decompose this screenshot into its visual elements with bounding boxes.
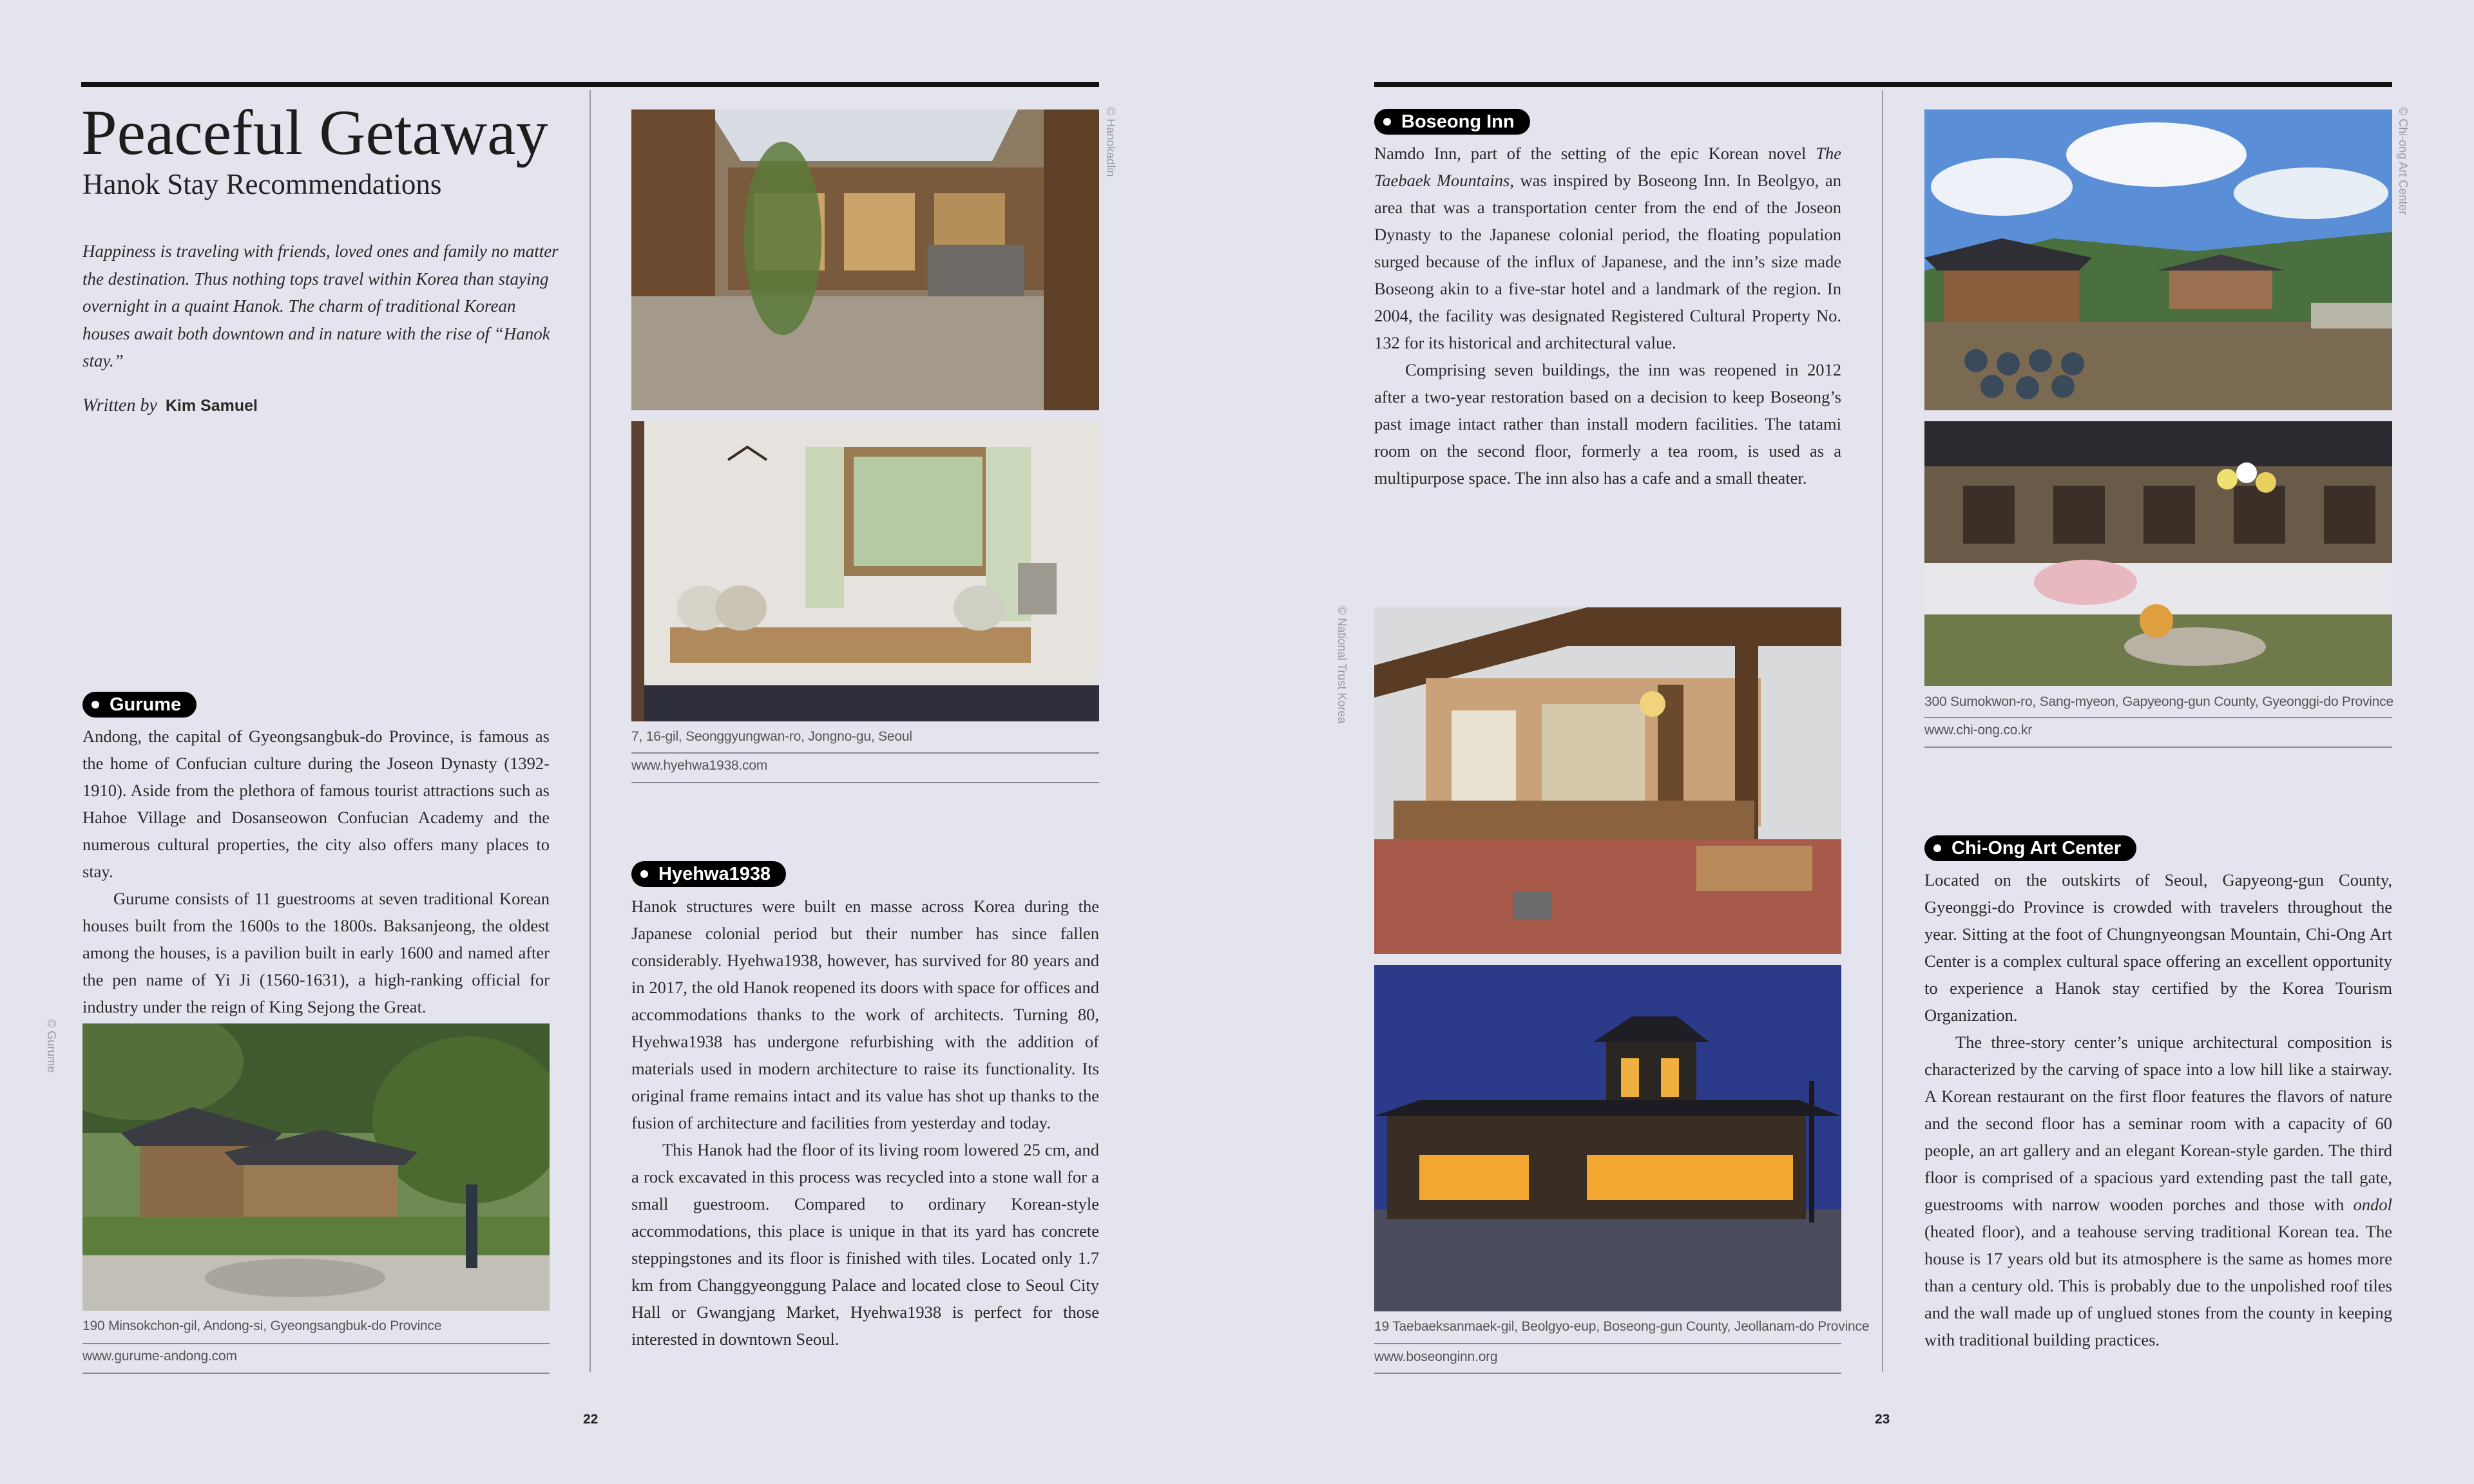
gurume-paragraph: Gurume consists of 11 guestrooms at seven traditional Korean houses built from the 1600s to the 1800s. Baksanjeong, the oldest among the houses, is a pavilion built in early 1600 and named after the pen name of Yi Ji (1560-1631), a high-ranking official for industry under the reign of King Sejong the Great. [82, 889, 550, 1016]
boseong-paragraph: Comprising seven buildings, the inn was reopened in 2012 after a two-year restoration based on a decision to keep Boseong’s past image intact rather than install modern facilities. The tatami room on the second floor, formerly a tea room, is used as a multipurpose space. The inn also has a cafe and a small theater. [1374, 360, 1841, 488]
intro-paragraph: Happiness is traveling with friends, loved ones and family no matter the destination. Thus nothing tops travel within Korea than staying overnight in a quaint Hanok. The charm of traditional Korean houses await both downtown and in nature with the rise of “Hanok stay.” [82, 242, 559, 370]
column-divider [590, 90, 591, 1372]
chiong-event-photo [1924, 421, 2392, 686]
hyehwa-courtyard-photo [631, 109, 1099, 410]
photo-credit: © Chi-ong Art Center [2397, 107, 2410, 215]
byline-label: Written by [82, 395, 157, 415]
boseong-address: 19 Taebaeksanmaek-gil, Beolgyo-eup, Boseong-gun County, Jeollanam-do Province [1374, 1319, 1870, 1334]
boseong-night-photo [1374, 965, 1841, 1311]
gurume-photo [82, 1023, 550, 1311]
hyehwa-paragraph: Hanok structures were built en masse across Korea during the Japanese colonial period but their number has since fallen considerably. Hyehwa1938, however, has survived for 80 years and in 2017, the old Hanok reopened its doors with space for offices and accommodations thanks to the work of architects. Turning 80, Hyehwa1938 has undergone refurbishing with the addition of materials used in modern architecture to raise its functionality. Its original frame remains intact and its value has shot up thanks to the fusion of architecture and facilities from yesterday and today. [631, 897, 1099, 1132]
caption-divider [82, 1373, 550, 1374]
section-tag-chiong [1924, 835, 2136, 861]
page-subtitle: Hanok Stay Recommendations [82, 168, 442, 200]
bullet-icon [1383, 118, 1391, 126]
hyehwa-room-photo [631, 421, 1099, 721]
author-name: Kim Samuel [165, 397, 258, 415]
section-tag-label: Boseong Inn [1401, 111, 1515, 132]
gurume-body [82, 723, 550, 1020]
chiong-address: 300 Sumokwon-ro, Sang-myeon, Gapyeong-gun County, Gyeonggi-do Province [1924, 694, 2394, 709]
top-rule-right [1374, 82, 2392, 87]
chiong-paragraph: Located on the outskirts of Seoul, Gapyeong-gun County, Gyeonggi-do Province is crowded with travelers throughout the year. Sitting at the foot of Chungnyeongsan Mountain, Chi-Ong Art Center is a complex cultural space offering an excellent opportunity to experience a Hanok stay certified by the Korea Tourism Organization. [1924, 870, 2392, 1025]
section-tag-gurume [82, 692, 197, 718]
column-divider [1882, 90, 1883, 1372]
chiong-paragraph: The three-story center’s unique architectural composition is characterized by the carving of space into a low hill like a stairway. A Korean restaurant on the first floor features the flavors of nature and the second floor has a seminar room with a capacity of 60 people, an art gallery and an elegant Korean-style garden. The third floor is comprised of a spacious yard extending past the tall gate, guestrooms with narrow wooden porches and those with ondol (heated floor), and a teahouse serving traditional Korean tea. The house is 17 years old but its atmosphere is the same as homes more than a century old. This is probably due to the unpolished roof tiles and the wall made up of unglued stones from the county in keeping with traditional building practices. [1924, 1032, 2392, 1349]
page-number-right: 23 [1875, 1412, 1890, 1427]
boseong-body [1374, 140, 1841, 491]
chiong-body [1924, 866, 2392, 1353]
gurume-address: 190 Minsokchon-gil, Andong-si, Gyeongsangbuk-do Province [82, 1318, 442, 1333]
photo-credit: © Hanokadlin [1104, 107, 1117, 177]
bullet-icon [91, 701, 99, 709]
caption-divider [1374, 1343, 1841, 1344]
hyehwa-address: 7, 16-gil, Seonggyungwan-ro, Jongno-gu, Seoul [631, 729, 912, 744]
caption-divider [82, 1343, 550, 1344]
photo-credit: © Gurume [45, 1019, 58, 1073]
section-tag-label: Gurume [110, 694, 182, 715]
chiong-landscape-photo [1924, 109, 2392, 410]
section-tag-boseong [1374, 109, 1530, 135]
caption-divider [1924, 717, 2392, 718]
byline [82, 395, 258, 416]
caption-divider [631, 782, 1099, 783]
caption-divider [1924, 747, 2392, 748]
top-rule-left [81, 82, 1099, 87]
bullet-icon [1933, 844, 1941, 852]
caption-divider [631, 752, 1099, 754]
hyehwa-website[interactable]: www.hyehwa1938.com [631, 758, 768, 773]
chiong-website[interactable]: www.chi-ong.co.kr [1924, 723, 2032, 737]
bullet-icon [640, 870, 648, 878]
page-number-left: 22 [583, 1412, 599, 1427]
gurume-website[interactable]: www.gurume-andong.com [82, 1349, 237, 1364]
hyehwa-paragraph: This Hanok had the floor of its living room lowered 25 cm, and a rock excavated in this process was recycled into a stone wall for a small guestroom. Compared to ordinary Korean-style accommodations, this place is unique in that its yard has concrete steppingstones and its floor is finished with tiles. Located only 1.7 km from Changgyeonggung Palace and located close to Seoul City Hall or Gwangjang Market, Hyehwa1938 is perfect for those interested in downtown Seoul. [631, 1140, 1099, 1349]
page-title: Peaceful Getaway [81, 97, 548, 168]
caption-divider [1374, 1373, 1841, 1374]
boseong-porch-photo [1374, 607, 1841, 954]
boseong-website[interactable]: www.boseonginn.org [1374, 1349, 1498, 1364]
ondol-term: ondol [2353, 1195, 2392, 1214]
hyehwa-body [631, 893, 1099, 1353]
section-tag-label: Hyehwa1938 [658, 864, 771, 884]
gurume-paragraph: Andong, the capital of Gyeongsangbuk-do Province, is famous as the home of Confucian culture during the Joseon Dynasty (1392-1910). Aside from the plethora of famous tourist attractions such as Hahoe Village and Dosanseowon Confucian Academy and the numerous cultural properties, the city also offers many places to stay. [82, 727, 550, 881]
novel-title: The Taebaek Mountains [1374, 144, 1841, 190]
boseong-paragraph: Namdo Inn, part of the setting of the epic Korean novel The Taebaek Mountains, was inspired by Boseong Inn. In Beolgyo, an area that was a transportation center from the end of the Joseon Dynasty to the Japanese colonial period, the floating population surged because of the influx of Japanese, and the inn’s size made Boseong akin to a five-star hotel and a landmark of the region. In 2004, the facility was designated Registered Cultural Property No. 132 for its historical and architectural value. [1374, 144, 1841, 352]
section-tag-label: Chi-Ong Art Center [1951, 838, 2122, 859]
photo-credit: © National Trust Korea [1336, 606, 1348, 724]
section-tag-hyehwa [631, 861, 786, 887]
